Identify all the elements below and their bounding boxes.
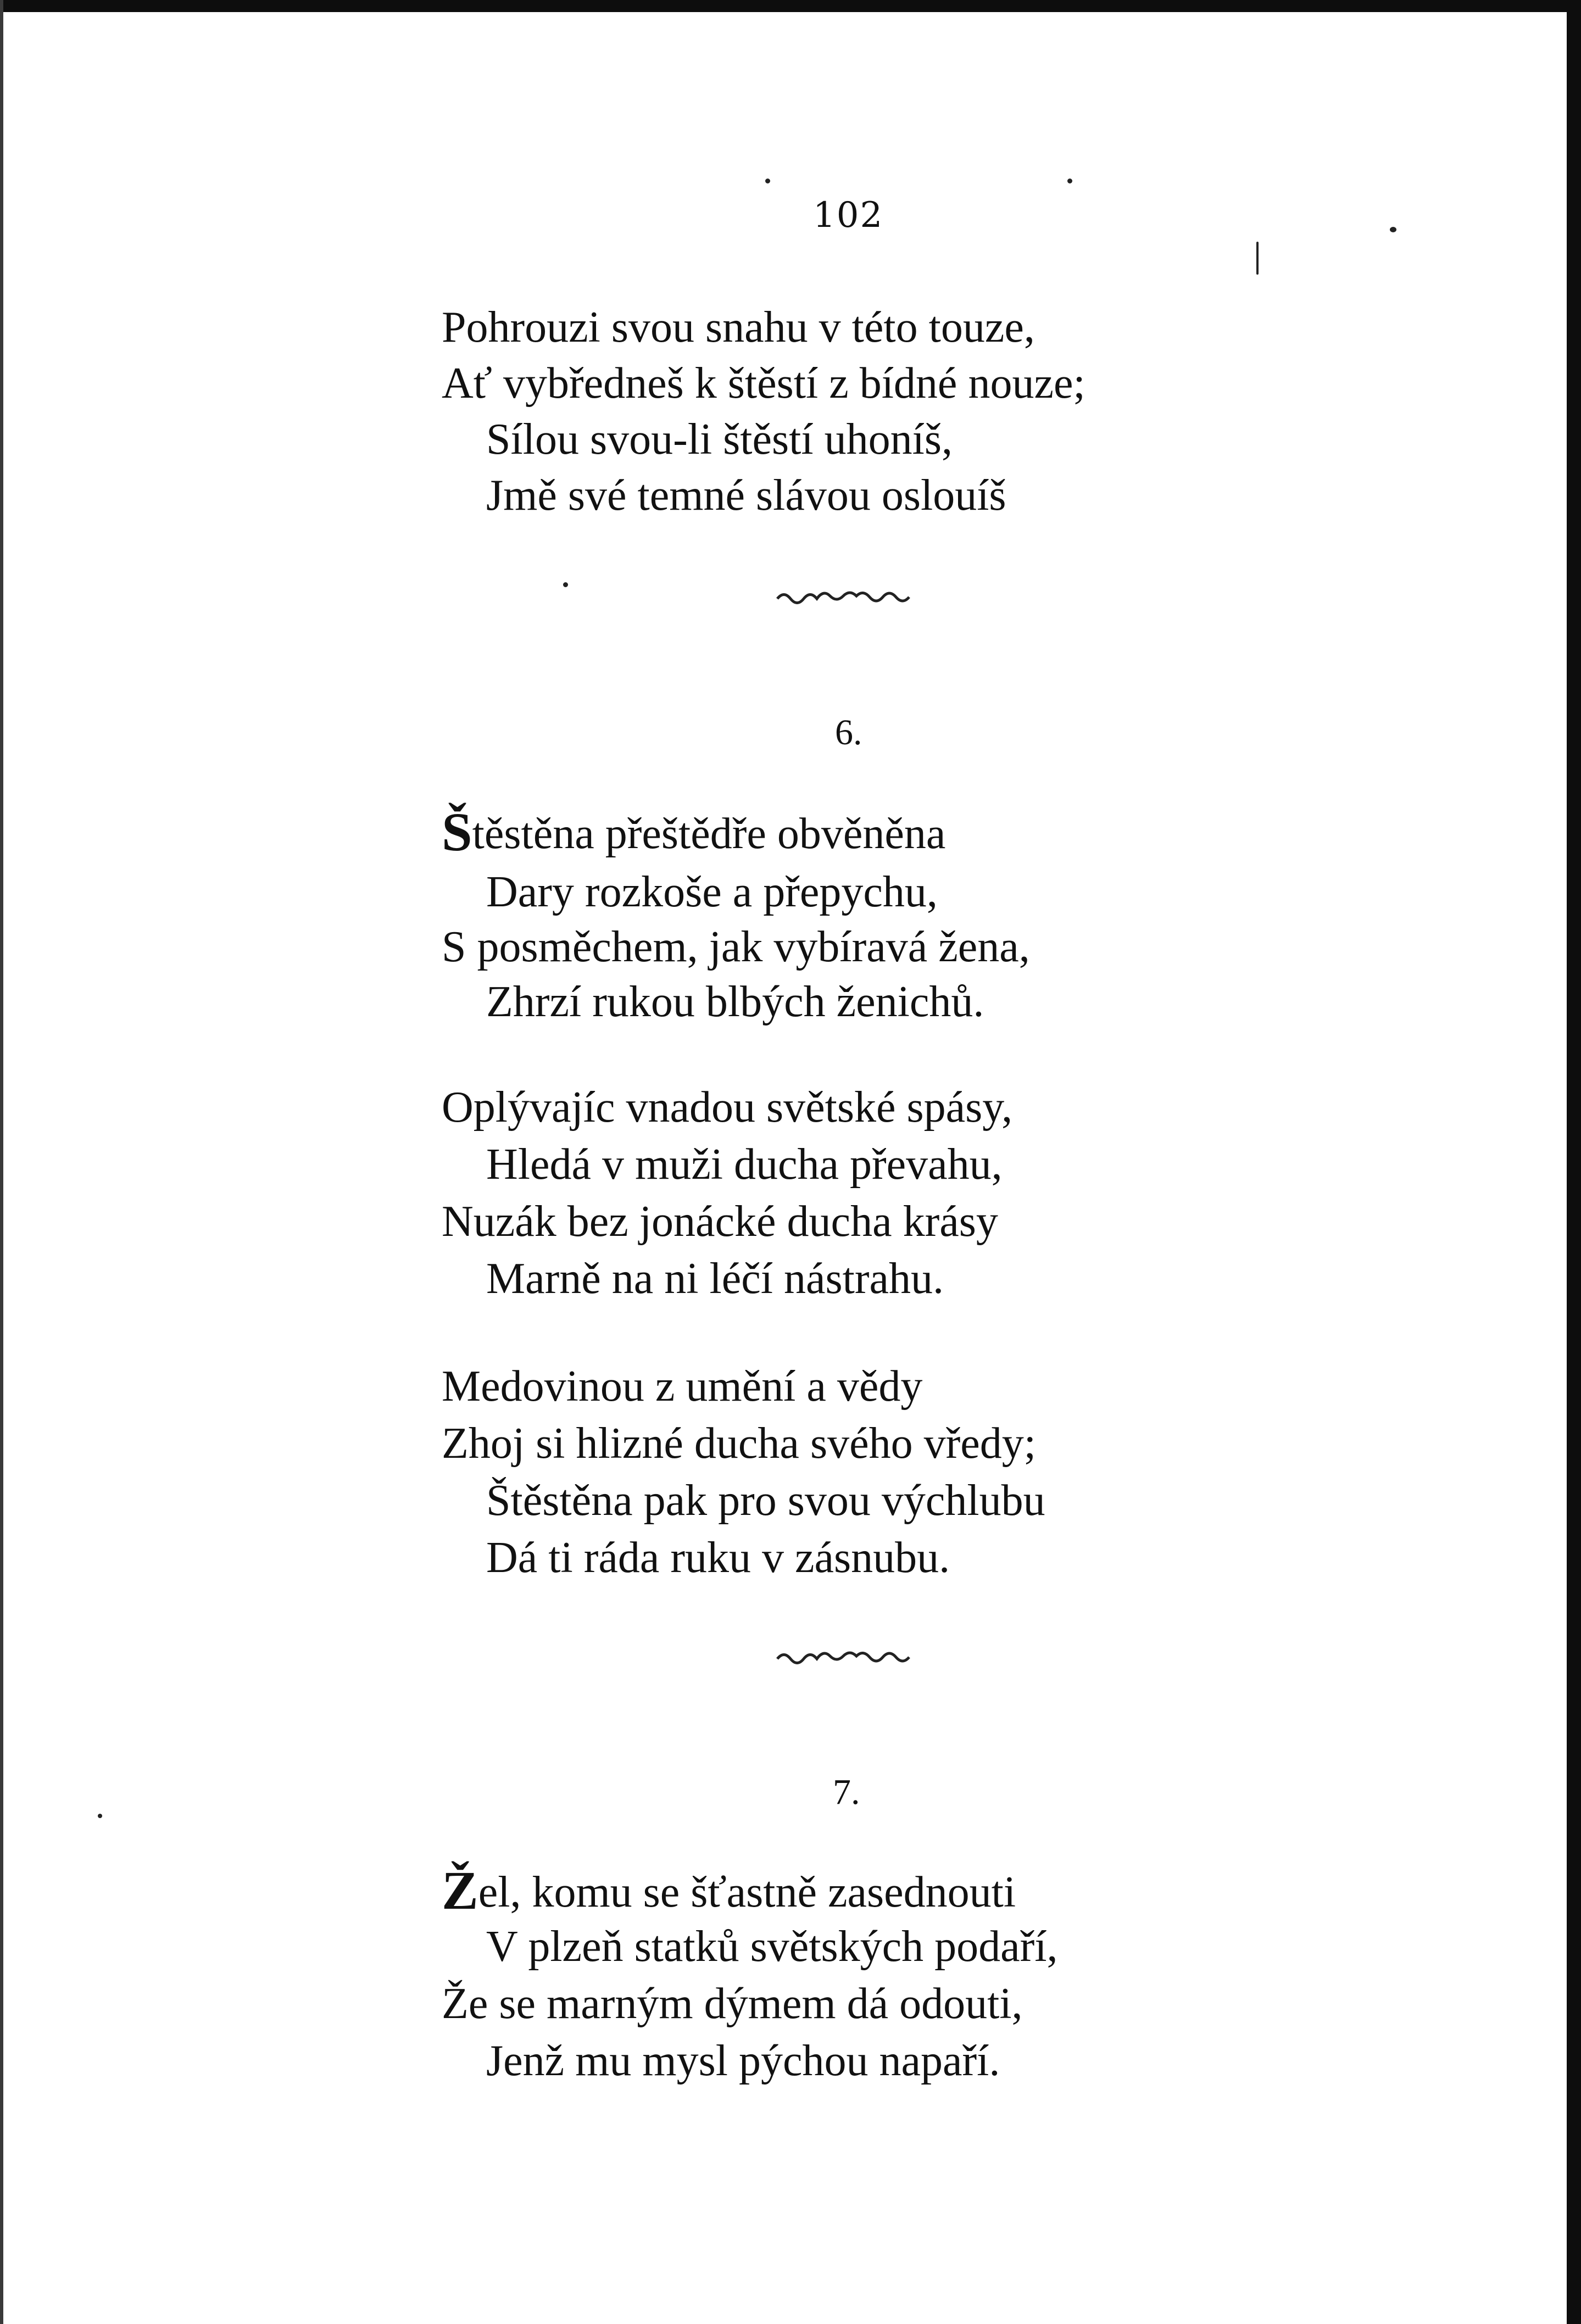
verse-line: Nuzák bez jonácké ducha krásy [442, 1197, 998, 1246]
ornament-divider [775, 585, 917, 607]
scan-edge-right [1567, 0, 1581, 2324]
verse-line: Zhrzí rukou blbých ženichů. [486, 978, 984, 1026]
verse-line: Sílou svou-li štěstí uhoníš, [486, 415, 953, 464]
verse-line: Pohrouzi svou snahu v této touze, [442, 303, 1035, 352]
poem-number: 7. [833, 1772, 860, 1812]
verse-line: Jmě své temné slávou oslouíš [486, 471, 1006, 520]
verse-line: Že se marným dýmem dá odouti, [442, 1980, 1023, 2028]
scan-speck [1067, 179, 1072, 183]
verse-line: Dary rozkoše a přepychu, [486, 868, 938, 916]
verse-line-rest: těstěna přeštědře obvěněna [472, 810, 946, 858]
poem-number: 6. [835, 712, 862, 753]
verse-line: Hledá v muži ducha převahu, [486, 1140, 1003, 1189]
scan-speck [1256, 242, 1259, 275]
drop-cap: Š [442, 801, 472, 862]
verse-line: Oplývajíc vnadou světské spásy, [442, 1083, 1013, 1132]
verse-line: Medovinou z umění a vědy [442, 1362, 923, 1411]
ornament-divider [775, 1645, 917, 1667]
verse-line: Ať vybředneš k štěstí z bídné nouze; [442, 359, 1085, 408]
verse-line: Marně na ni léčí nástrahu. [486, 1255, 944, 1303]
verse-line: Dá ti ráda ruku v zásnubu. [486, 1534, 950, 1582]
verse-line: S posměchem, jak vybíravá žena, [442, 923, 1030, 971]
scan-edge-top [0, 0, 1581, 12]
verse-line: Štěstěna pak pro svou výchlubu [486, 1476, 1045, 1525]
scan-speck [98, 1814, 102, 1818]
scan-speck [1390, 227, 1396, 232]
scan-speck [563, 582, 568, 587]
drop-cap: Ž [442, 1860, 478, 1921]
page-number: 102 [813, 195, 884, 236]
verse-line-first [442, 1860, 1016, 1921]
verse-line-first [442, 801, 946, 862]
scan-speck [765, 179, 770, 183]
verse-line-rest: el, komu se šťastně zasednouti [478, 1868, 1016, 1916]
verse-line: Jenž mu mysl pýchou napaří. [486, 2037, 1000, 2085]
verse-line: V plzeň statků světských podaří, [486, 1922, 1058, 1971]
verse-line: Zhoj si hlizné ducha svého vředy; [442, 1419, 1036, 1468]
scan-edge-left [0, 0, 3, 2324]
